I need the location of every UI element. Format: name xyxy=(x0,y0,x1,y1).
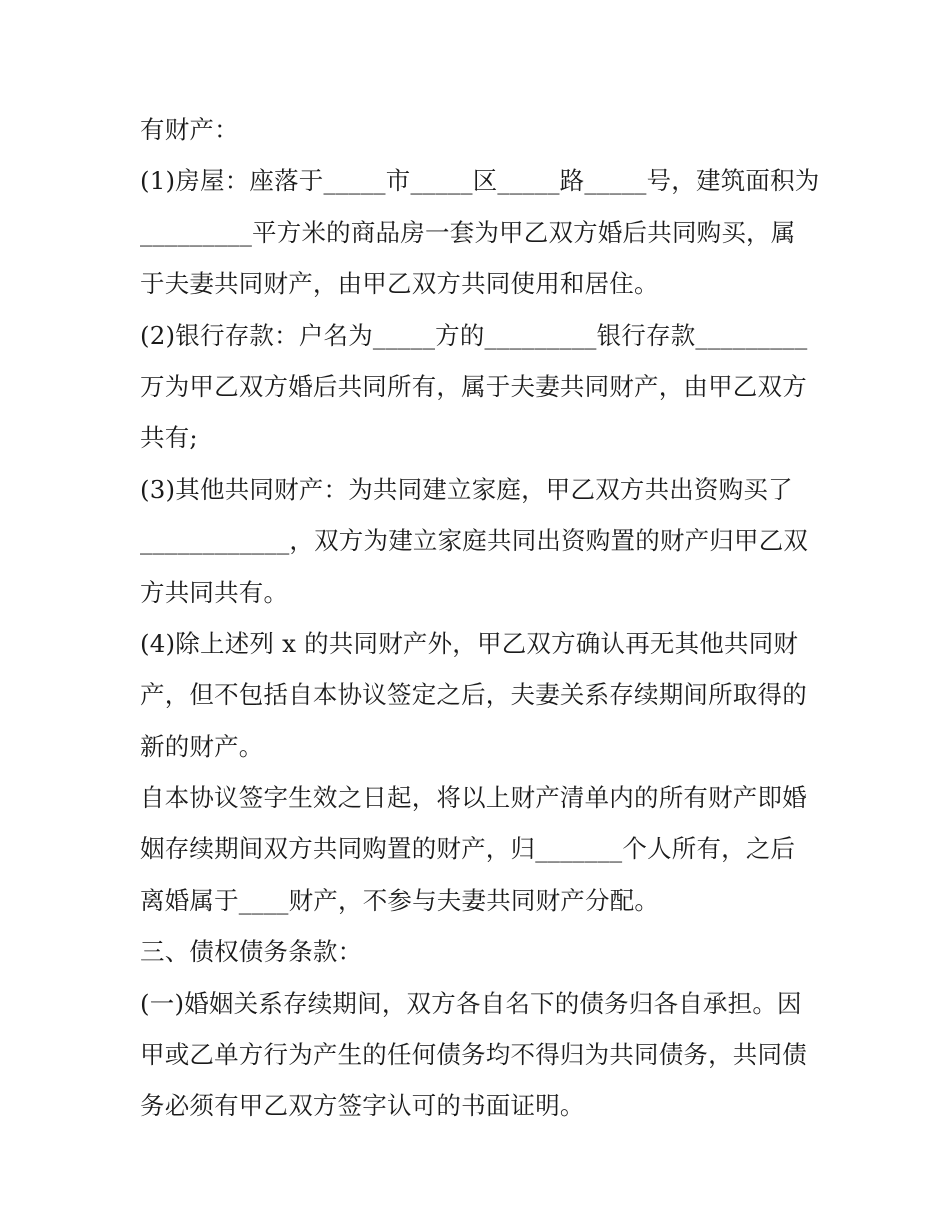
text-line: 有财产： xyxy=(140,115,239,144)
text-line: (2)银行存款：户名为_____方的_________银行存款_________ xyxy=(140,320,808,350)
text-line: 自本协议签字生效之日起，将以上财产清单内的所有财产即婚 xyxy=(140,783,807,813)
text-line: (一)婚姻关系存续期间，双方各自名下的债务归各自承担。因 xyxy=(140,988,802,1018)
section-heading: 三、债权债务条款： xyxy=(140,937,363,967)
text-line: 姻存续期间双方共同购置的财产，归_______个人所有，之后 xyxy=(140,834,796,864)
document-body xyxy=(140,104,820,1132)
text-line: (1)房屋：座落于_____市_____区_____路_____号，建筑面积为 xyxy=(140,166,820,196)
text-line: (3)其他共同财产：为共同建立家庭，甲乙双方共出资购买了 xyxy=(140,474,793,504)
text-line: 新的财产。 xyxy=(140,731,264,761)
text-line: 离婚属于____财产，不参与夫妻共同财产分配。 xyxy=(140,885,660,915)
text-line: 甲或乙单方行为产生的任何债务均不得归为共同债务，共同债 xyxy=(140,1040,807,1070)
text-line: 务必须有甲乙双方签字认可的书面证明。 xyxy=(140,1091,585,1121)
text-line: 万为甲乙双方婚后共同所有，属于夫妻共同财产，由甲乙双方 xyxy=(140,371,807,401)
text-line: 方共同共有。 xyxy=(140,577,289,607)
text-line: 产，但不包括自本协议签定之后，夫妻关系存续期间所取得的 xyxy=(140,680,807,710)
text-line: (4)除上述列 x 的共同财产外，甲乙双方确认再无其他共同财 xyxy=(140,628,799,658)
text-line: 共有; xyxy=(140,423,198,453)
text-line: 于夫妻共同财产，由甲乙双方共同使用和居住。 xyxy=(140,269,659,299)
text-line: ____________，双方为建立家庭共同出资购置的财产归甲乙双 xyxy=(140,526,809,556)
text-line: _________平方米的商品房一套为甲乙双方婚后共同购买，属 xyxy=(140,217,796,247)
